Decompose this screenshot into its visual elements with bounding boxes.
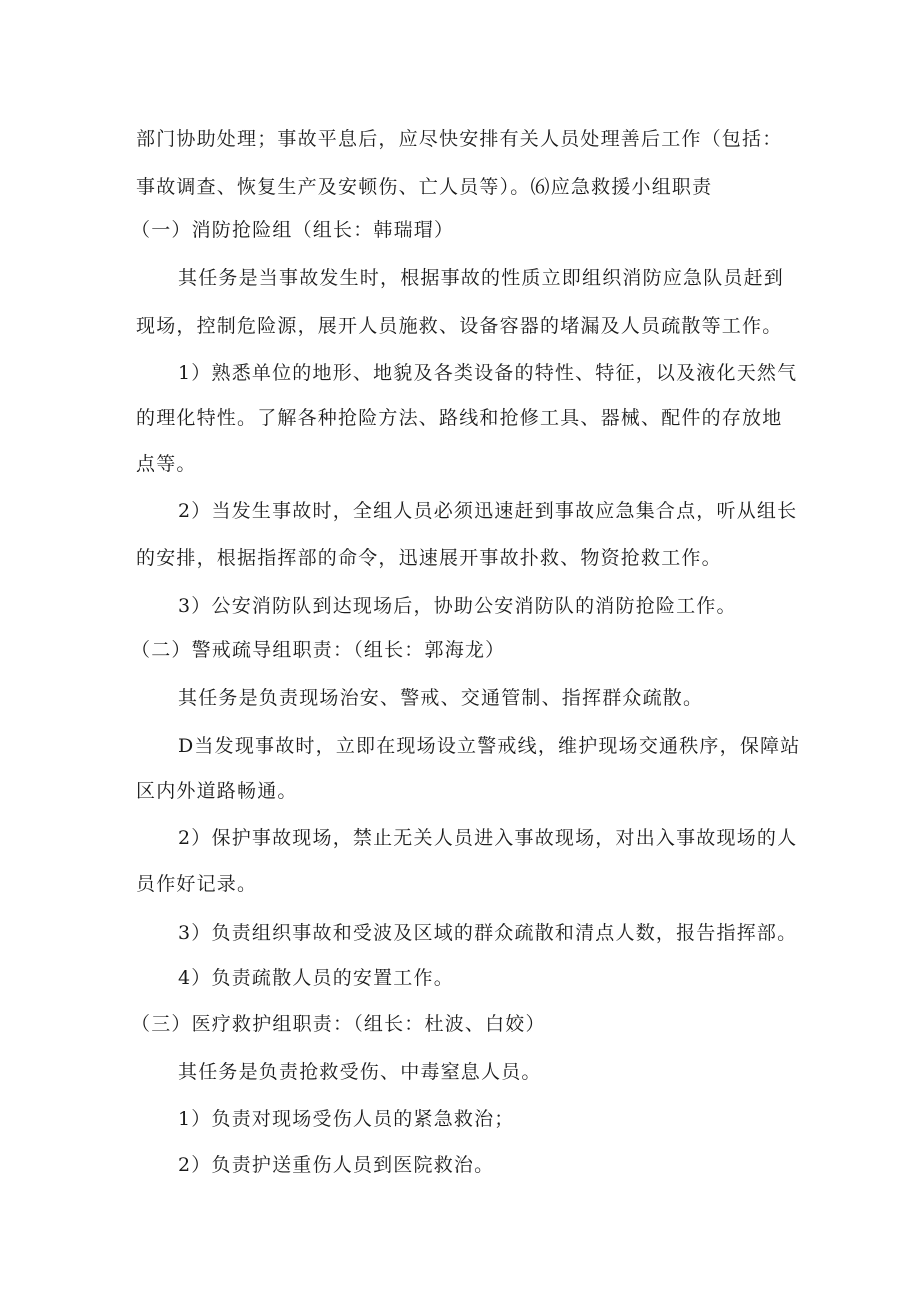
text-line-14: D当发现事故时，立即在现场设立警戒线，维护现场交通秩序，保障站 (178, 735, 801, 757)
section-heading-security: （二）警戒疏导组职责：（组长：郭海龙） (131, 639, 506, 661)
text-line-1: 部门协助处理；事故平息后，应尽快安排有关人员处理善后工作（包括： (136, 128, 783, 150)
text-line-5: 现场，控制危险源，展开人员施救、设备容器的堵漏及人员疏散等工作。 (136, 315, 783, 337)
text-line-8: 点等。 (136, 453, 197, 475)
text-line-19: 4）负责疏散人员的安置工作。 (178, 967, 454, 989)
text-line-18: 3）负责组织事故和受波及区域的群众疏散和清点人数，报告指挥部。 (178, 922, 798, 944)
text-line-16: 2）保护事故现场，禁止无关人员进入事故现场，对出入事故现场的人 (178, 827, 798, 849)
text-line-23: 2）负责护送重伤人员到医院救治。 (178, 1154, 495, 1176)
text-line-13: 其任务是负责现场治安、警戒、交通管制、指挥群众疏散。 (178, 687, 704, 709)
text-line-11: 3）公安消防队到达现场后，协助公安消防队的消防抢险工作。 (178, 595, 737, 617)
section-heading-medical: （三）医疗救护组职责：（组长：杜波、白姣） (131, 1013, 546, 1035)
text-line-10: 的安排，根据指挥部的命令，迅速展开事故扑救、物资抢救工作。 (136, 547, 722, 569)
text-line-2: 事故调查、恢复生产及安顿伤、亡人员等）。⑹应急救援小组职责 (136, 176, 713, 198)
text-line-17: 员作好记录。 (136, 873, 258, 895)
text-line-7: 的理化特性。了解各种抢险方法、路线和抢修工具、器械、配件的存放地 (136, 407, 783, 429)
text-line-21: 其任务是负责抢救受伤、中毒窒息人员。 (178, 1061, 542, 1083)
section-heading-fire-rescue: （一）消防抢险组（组长：韩瑞瑁） (131, 219, 455, 241)
text-line-6: 1）熟悉单位的地形、地貌及各类设备的特性、特征，以及液化天然气 (178, 362, 798, 384)
text-line-4: 其任务是当事故发生时，根据事故的性质立即组织消防应急队员赶到 (178, 267, 785, 289)
text-line-15: 区内外道路畅通。 (136, 780, 298, 802)
text-line-9: 2）当发生事故时，全组人员必须迅速赶到事故应急集合点，听从组长 (178, 500, 798, 522)
text-line-22: 1）负责对现场受伤人员的紧急救治； (178, 1108, 515, 1130)
